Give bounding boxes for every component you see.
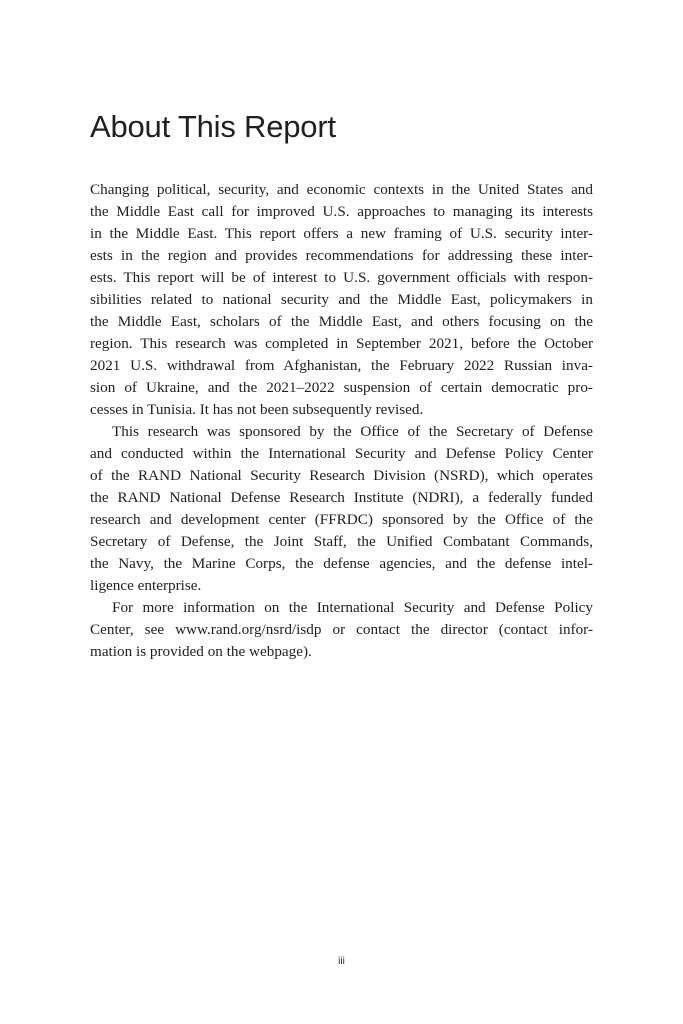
text-line: of the RAND National Security Research Division (NSRD), which operates (90, 467, 593, 484)
paragraph-sponsorship (90, 421, 593, 597)
text-line: sion of Ukraine, and the 2021–2022 suspension of certain democratic pro- (90, 379, 593, 396)
page-number: iii (338, 956, 345, 967)
page-title: About This Report (90, 109, 336, 144)
text-line: Center, see www.rand.org/nsrd/isdp or contact the director (contact infor- (90, 621, 593, 638)
text-line: the RAND National Defense Research Institute (NDRI), a federally funded (90, 489, 593, 506)
paragraph-purpose (90, 179, 593, 421)
text-line: ligence enterprise. (90, 577, 202, 594)
text-line: This research was sponsored by the Office of the Secretary of Defense (112, 423, 593, 440)
text-line: For more information on the International Security and Defense Policy (112, 599, 593, 616)
text-line: sibilities related to national security and the Middle East, policymakers in (90, 291, 593, 308)
text-line: in the Middle East. This report offers a new framing of U.S. security inter- (90, 225, 593, 242)
text-line: ests in the region and provides recommendations for addressing these inter- (90, 247, 593, 264)
text-line: the Middle East call for improved U.S. approaches to managing its interests (90, 203, 593, 220)
text-line: region. This research was completed in September 2021, before the October (90, 335, 593, 352)
text-line: mation is provided on the webpage). (90, 643, 312, 660)
paragraph-more-information (90, 597, 593, 663)
text-line: 2021 U.S. withdrawal from Afghanistan, the February 2022 Russian inva- (90, 357, 593, 374)
text-line: the Navy, the Marine Corps, the defense agencies, and the defense intel- (90, 555, 593, 572)
text-line: cesses in Tunisia. It has not been subsequently revised. (90, 401, 424, 418)
text-line: and conducted within the International Security and Defense Policy Center (90, 445, 593, 462)
text-line: Changing political, security, and economic contexts in the United States and (90, 181, 593, 198)
body-text (90, 179, 593, 663)
text-line: Secretary of Defense, the Joint Staff, the Unified Combatant Commands, (90, 533, 593, 550)
text-line: research and development center (FFRDC) sponsored by the Office of the (90, 511, 593, 528)
text-line: ests. This report will be of interest to U.S. government officials with respon- (90, 269, 593, 286)
text-line: the Middle East, scholars of the Middle East, and others focusing on the (90, 313, 593, 330)
